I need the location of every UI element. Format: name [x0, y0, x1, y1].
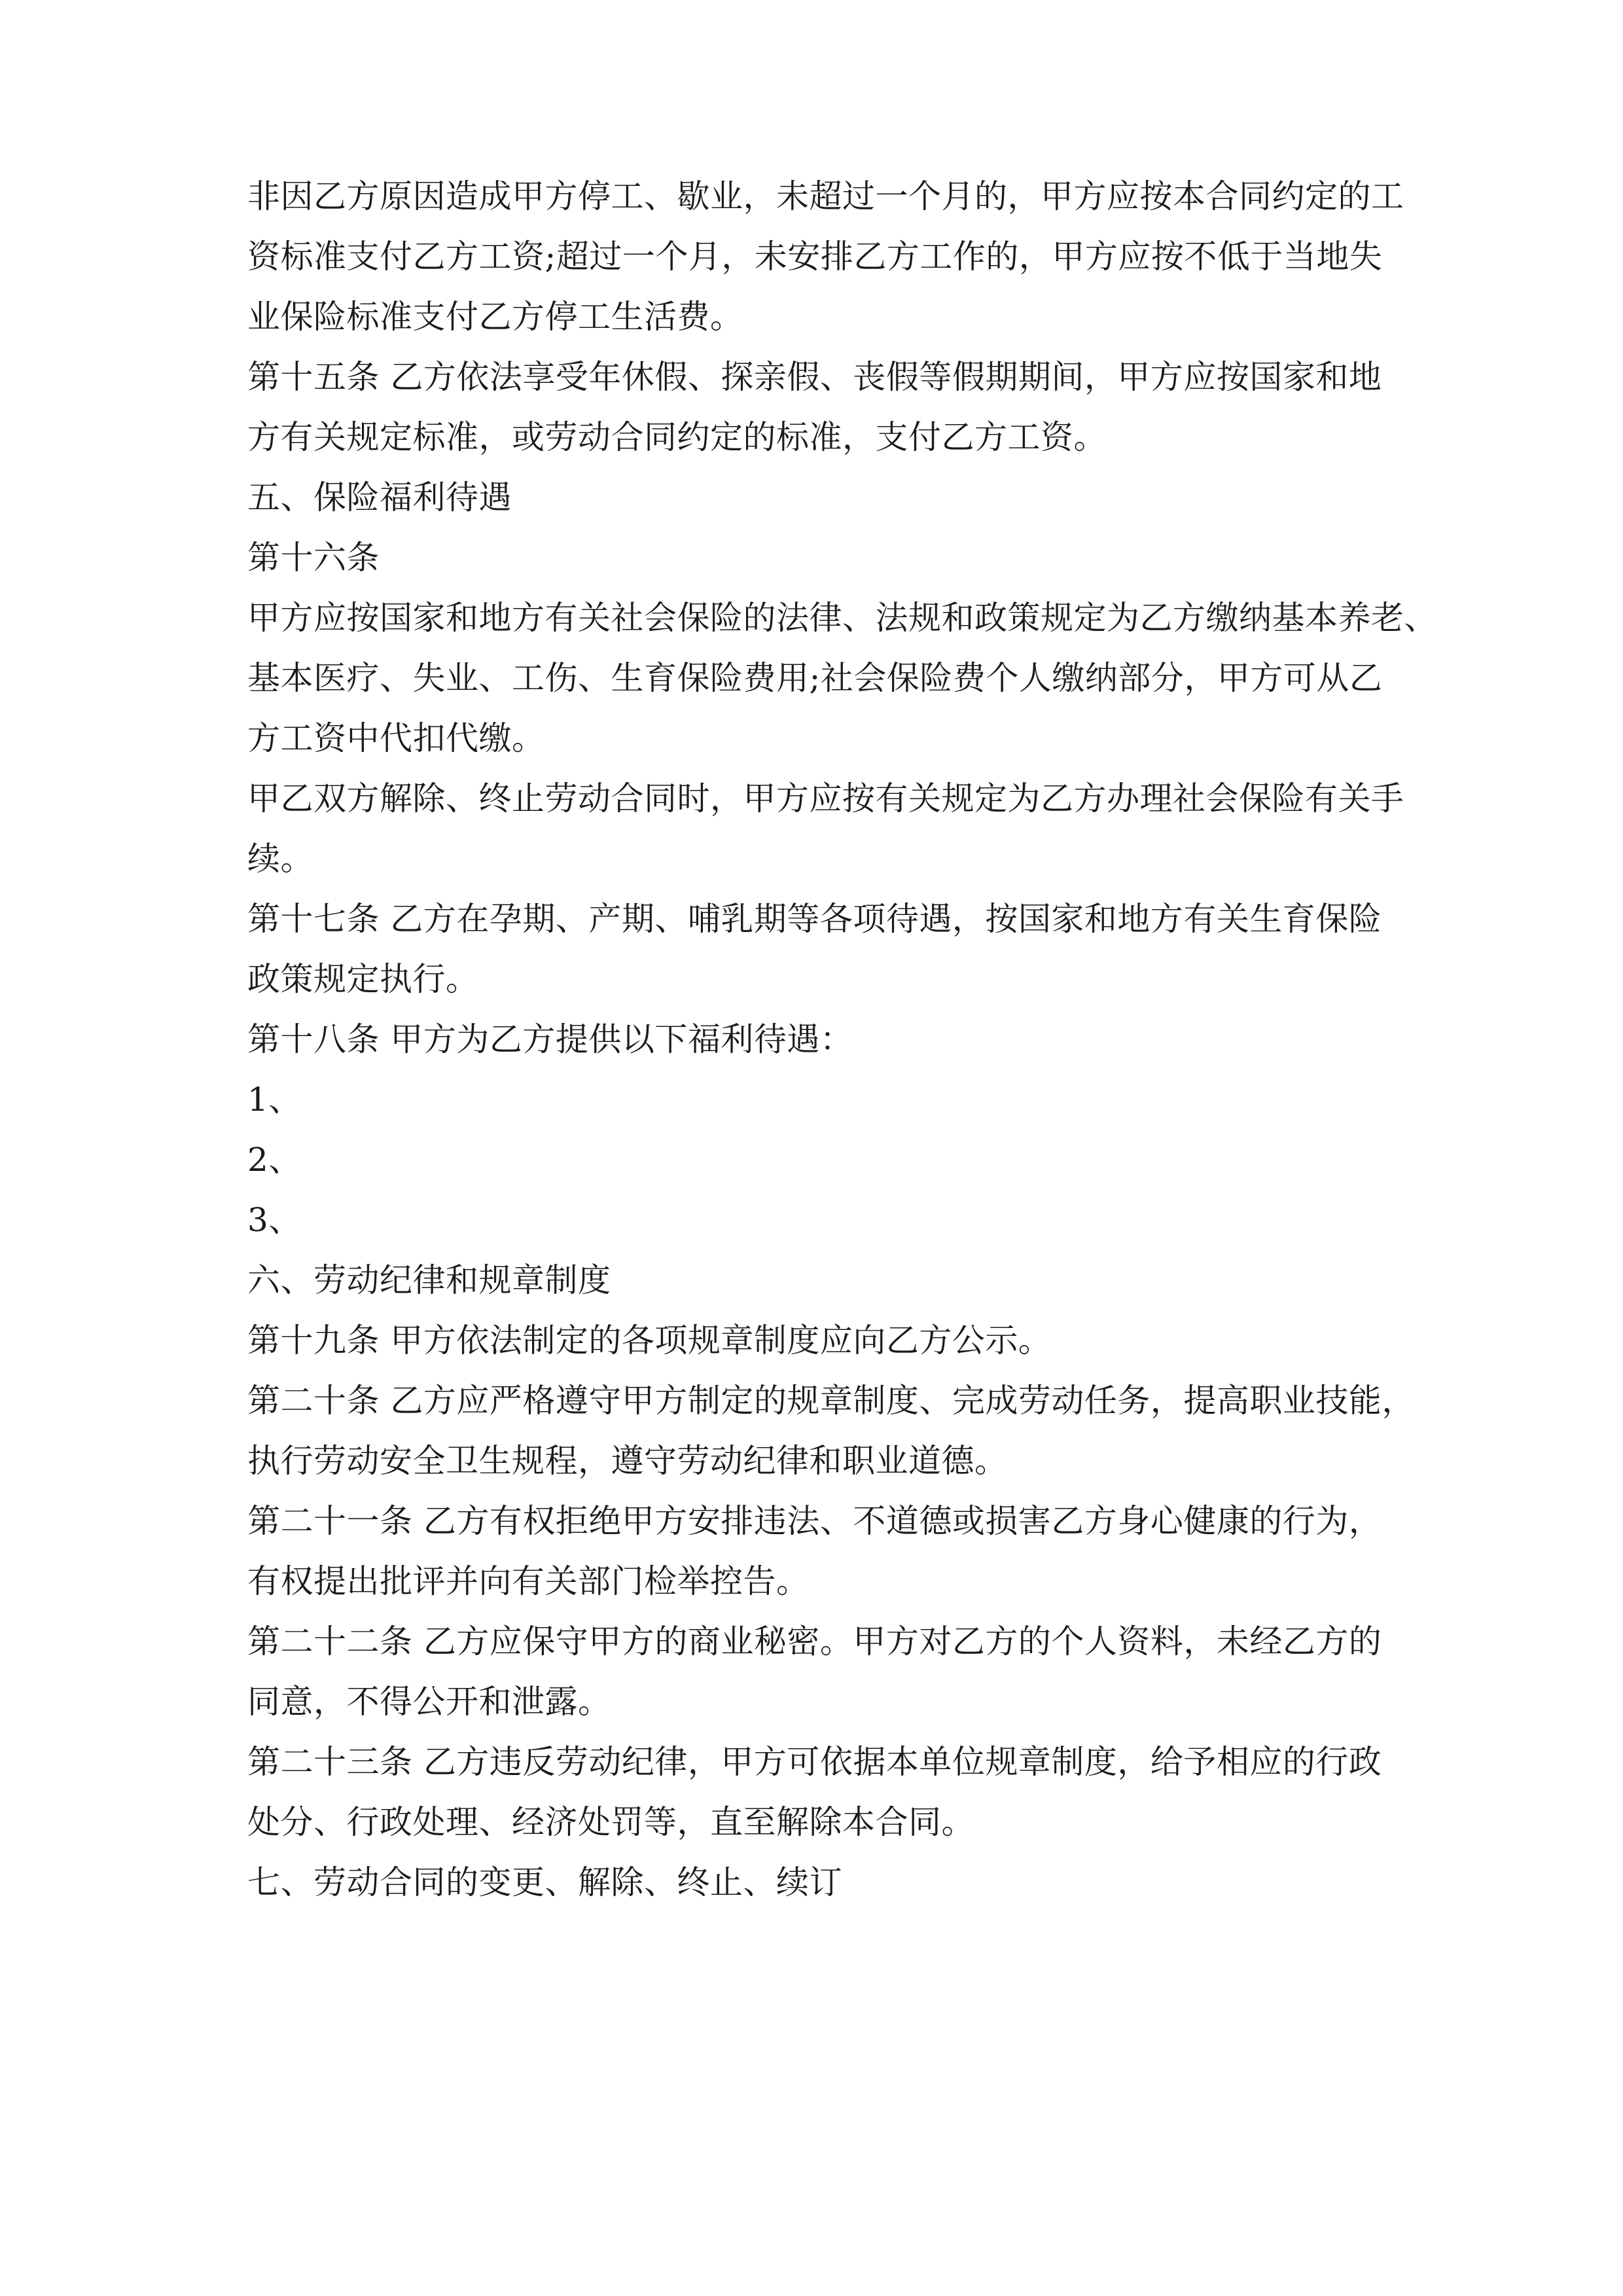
article-17-line: 第十七条 乙方在孕期、产期、哺乳期等各项待遇，按国家和地方有关生育保险: [247, 900, 1382, 938]
text-line: 业保险标准支付乙方停工生活费。: [247, 298, 743, 336]
article-20-line: 第二十条 乙方应严格遵守甲方制定的规章制度、完成劳动任务，提高职业技能，: [247, 1382, 1415, 1420]
article-16-heading: 第十六条: [247, 539, 380, 577]
text-line: 方有关规定标准，或劳动合同约定的标准，支付乙方工资。: [247, 418, 1107, 456]
text-line: 处分、行政处理、经济处罚等，直至解除本合同。: [247, 1803, 974, 1841]
section-heading-5: 五、保险福利待遇: [247, 478, 512, 516]
section-heading-7: 七、劳动合同的变更、解除、终止、续订: [247, 1863, 842, 1901]
text-line: 基本医疗、失业、工伤、生育保险费用;社会保险费个人缴纳部分，甲方可从乙: [247, 659, 1383, 697]
text-line: 资标准支付乙方工资;超过一个月，未安排乙方工作的，甲方应按不低于当地失: [247, 238, 1383, 276]
text-line: 有权提出批评并向有关部门检举控告。: [247, 1562, 810, 1600]
list-item-2: 2、: [247, 1141, 302, 1179]
document-page: [247, 166, 1437, 1912]
article-22-line: 第二十二条 乙方应保守甲方的商业秘密。甲方对乙方的个人资料，未经乙方的: [247, 1623, 1382, 1660]
list-item-3: 3、: [247, 1201, 302, 1239]
article-18-line: 第十八条 甲方为乙方提供以下福利待遇：: [247, 1020, 853, 1058]
list-item-1: 1、: [247, 1081, 302, 1119]
text-line: 非因乙方原因造成甲方停工、歇业，未超过一个月的，甲方应按本合同约定的工: [247, 177, 1404, 215]
text-line: 续。: [247, 840, 313, 878]
article-15-line: 第十五条 乙方依法享受年休假、探亲假、丧假等假期期间，甲方应按国家和地: [247, 358, 1382, 396]
text-line: 政策规定执行。: [247, 960, 479, 998]
text-line: 同意，不得公开和泄露。: [247, 1683, 611, 1721]
article-19-line: 第十九条 甲方依法制定的各项规章制度应向乙方公示。: [247, 1321, 1052, 1359]
text-line: 甲方应按国家和地方有关社会保险的法律、法规和政策规定为乙方缴纳基本养老、: [247, 599, 1437, 637]
section-heading-6: 六、劳动纪律和规章制度: [247, 1261, 611, 1299]
text-line: 甲乙双方解除、终止劳动合同时，甲方应按有关规定为乙方办理社会保险有关手: [247, 780, 1404, 817]
text-line: 执行劳动安全卫生规程，遵守劳动纪律和职业道德。: [247, 1442, 1008, 1480]
text-line: 方工资中代扣代缴。: [247, 719, 545, 757]
article-23-line: 第二十三条 乙方违反劳动纪律，甲方可依据本单位规章制度，给予相应的行政: [247, 1743, 1382, 1781]
article-21-line: 第二十一条 乙方有权拒绝甲方安排违法、不道德或损害乙方身心健康的行为，: [247, 1502, 1382, 1540]
